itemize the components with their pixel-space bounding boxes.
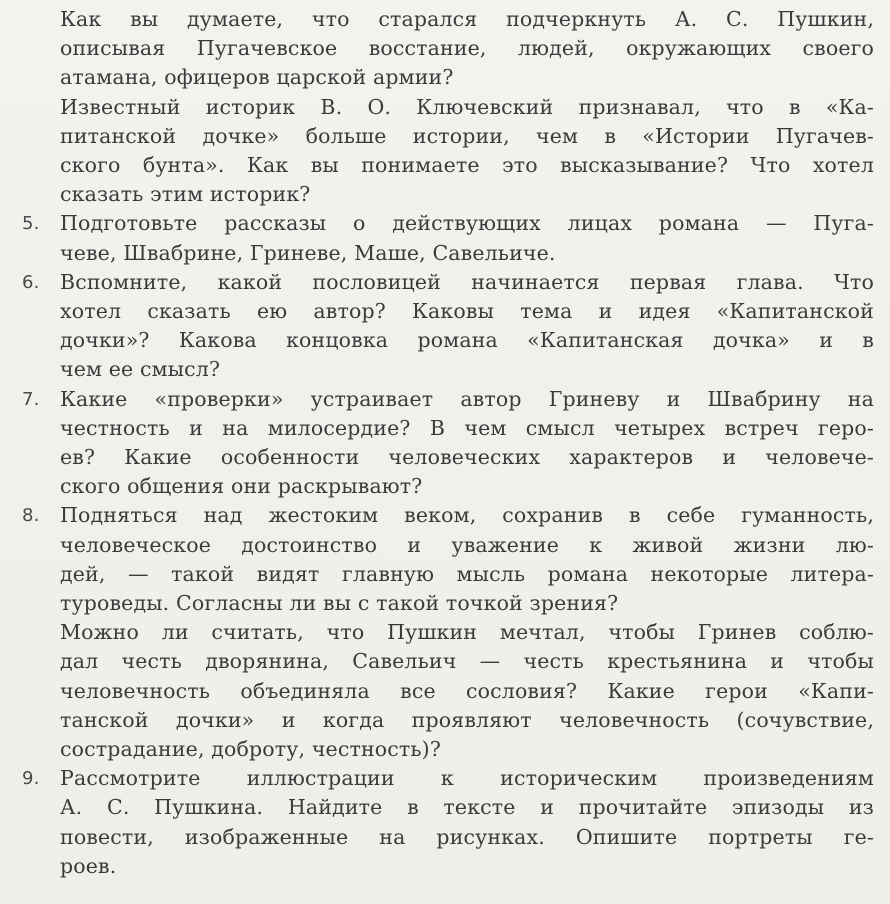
text-line: дей, — такой видят главную мысль романа некоторые литера- — [60, 561, 874, 586]
text-line: Известный историк В. О. Ключевский признавал, что в «Ка- — [60, 94, 874, 119]
intro-questions — [22, 5, 874, 209]
text-line: сказать этим историк? — [60, 182, 311, 207]
question-number: 6. — [22, 271, 40, 293]
text-line: сострадание, доброту, честность)? — [60, 737, 441, 762]
text-line: Можно ли считать, что Пушкин мечтал, чтобы Гринев соблю- — [60, 620, 874, 645]
question-number: 9. — [22, 768, 40, 790]
text-line: ев? Какие особенности человеческих характеров и человече- — [60, 445, 874, 470]
text-line: человечность объединяла все сословия? Какие герои «Капи- — [60, 678, 874, 703]
question-item-7 — [22, 385, 874, 502]
text-line: чеве, Швабрине, Гриневе, Маше, Савельиче. — [60, 240, 556, 265]
text-line: дал честь дворянина, Савельич — честь крестьянина и чтобы — [60, 649, 874, 674]
question-number: 7. — [22, 388, 40, 410]
question-number: 8. — [22, 505, 40, 527]
question-number: 5. — [22, 213, 40, 235]
text-line: А. С. Пушкина. Найдите в тексте и прочитайте эпизоды из — [60, 795, 874, 820]
text-line: чем ее смысл? — [60, 357, 221, 382]
text-line: человеческое достоинство и уважение к живой жизни лю- — [60, 532, 874, 557]
text-line: туроведы. Согласны ли вы с такой точкой зрения? — [60, 591, 619, 616]
text-line: честность и на милосердие? В чем смысл четырех встреч геро- — [60, 415, 874, 440]
text-line: ского бунта». Как вы понимаете это высказывание? Что хотел — [60, 153, 874, 178]
text-line: ского общения они раскрывают? — [60, 474, 423, 499]
question-item-5 — [22, 209, 874, 267]
text-line: Рассмотрите иллюстрации к историческим произведениям — [60, 766, 874, 791]
text-line: Вспомните, какой пословицей начинается первая глава. Что — [60, 269, 874, 294]
question-item-8 — [22, 501, 874, 764]
text-line: дочки»? Какова концовка романа «Капитанская дочка» и в — [60, 328, 874, 353]
text-line: хотел сказать ею автор? Каковы тема и идея «Капитанской — [60, 299, 874, 324]
question-item-6 — [22, 268, 874, 385]
text-line: роев. — [60, 853, 117, 878]
text-line: Как вы думаете, что старался подчеркнуть А. С. Пушкин, — [60, 7, 874, 31]
text-line: атамана, офицеров царской армии? — [60, 65, 454, 90]
question-item-9 — [22, 764, 874, 881]
text-line: питанской дочке» больше истории, чем в «Истории Пугачев- — [60, 123, 874, 148]
text-line: Подняться над жестоким веком, сохранив в себе гуманность, — [60, 503, 874, 528]
text-line: Какие «проверки» устраивает автор Гриневу и Швабрину на — [60, 386, 874, 411]
text-line: повести, изображенные на рисунках. Опишите портреты ге- — [60, 824, 874, 849]
text-line: описывая Пугачевское восстание, людей, окружающих своего — [60, 36, 874, 61]
text-line: танской дочки» и когда проявляют человечность (сочувствие, — [60, 707, 874, 732]
text-line: Подготовьте рассказы о действующих лицах романа — Пуга- — [60, 211, 874, 236]
